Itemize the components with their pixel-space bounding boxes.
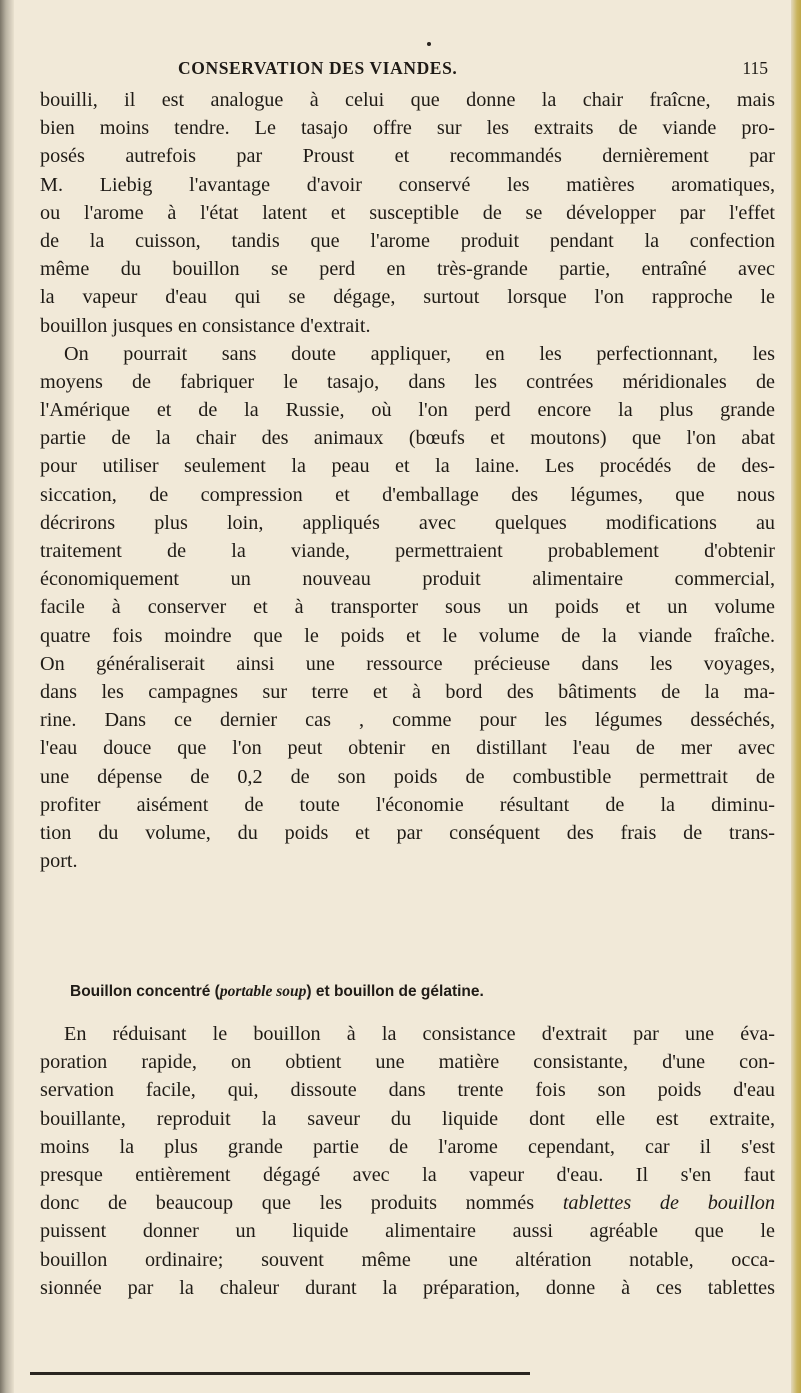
- text-line: facile à conserver et à transporter sous un poids et un volume: [40, 596, 775, 619]
- binding-gutter: [0, 0, 14, 1393]
- text-line: sionnée par la chaleur durant la préparation, donne à ces tablettes: [40, 1276, 775, 1299]
- text-line: quatre fois moindre que le poids et le volume de la viande fraîche.: [40, 624, 775, 647]
- text-line: puissent donner un liquide alimentaire aussi agréable que le: [40, 1220, 775, 1243]
- text-line: posés autrefois par Proust et recommandés dernièrement par: [40, 145, 775, 168]
- text-line: M. Liebig l'avantage d'avoir conservé les matières aromatiques,: [40, 173, 775, 196]
- text-line: bien moins tendre. Le tasajo offre sur les extraits de viande pro-: [40, 117, 775, 140]
- section-heading: [70, 978, 770, 1006]
- text-line: profiter aisément de toute l'économie résultant de la diminu-: [40, 793, 775, 816]
- text-line: partie de la chair des animaux (bœufs et moutons) que l'on abat: [40, 427, 775, 450]
- page-number: 115: [742, 58, 768, 78]
- italic-term: tablettes de bouillon: [562, 1192, 775, 1215]
- text-line: bouillon jusques en consistance d'extrait.: [40, 314, 371, 337]
- text-line: En réduisant le bouillon à la consistance d'extrait par une éva-: [64, 1023, 775, 1045]
- text-line: [40, 1189, 775, 1217]
- text-line: moins la plus grande partie de l'arome cependant, car il s'est: [40, 1135, 775, 1158]
- text-line: moyens de fabriquer le tasajo, dans les contrées méridionales de: [40, 370, 775, 393]
- text-line: poration rapide, on obtient une matière consistante, d'une con-: [40, 1051, 775, 1074]
- text-line: bouillon ordinaire; souvent même une altération notable, occa-: [40, 1248, 775, 1271]
- text-line: même du bouillon se perd en très-grande partie, entraîné avec: [40, 258, 775, 281]
- page-edge: [791, 0, 801, 1393]
- text-line: traitement de la viande, permettraient probablement d'obtenir: [40, 540, 775, 562]
- text-line: une dépense de 0,2 de son poids de combustible permettrait de: [40, 765, 775, 788]
- text-span: donc de beaucoup que les produits nommés: [40, 1192, 535, 1215]
- text-line: bouillante, reproduit la saveur du liquide dont elle est extraite,: [40, 1107, 775, 1130]
- text-line: bouilli, il est analogue à celui que donne la chair fraîcne, mais: [40, 89, 775, 111]
- text-line: économiquement un nouveau produit alimentaire commercial,: [40, 568, 775, 591]
- main-text: [40, 1020, 775, 1302]
- running-title: CONSERVATION DES VIANDES.: [178, 58, 458, 78]
- main-text: [40, 86, 775, 875]
- text-line: pour utiliser seulement la peau et la laine. Les procédés de des-: [40, 455, 775, 478]
- text-line: l'Amérique et de la Russie, où l'on perd encore la plus grande: [40, 399, 775, 422]
- text-line: servation facile, qui, dissoute dans trente fois son poids d'eau: [40, 1079, 775, 1102]
- bottom-rule: [30, 1372, 530, 1375]
- text-line: tion du volume, du poids et par conséquent des frais de trans-: [40, 821, 775, 844]
- ink-dot: [427, 42, 431, 46]
- text-line: décrirons plus loin, appliqués avec quelques modifications au: [40, 511, 775, 534]
- text-line: l'eau douce que l'on peut obtenir en distillant l'eau de mer avec: [40, 737, 775, 760]
- text-line: On pourrait sans doute appliquer, en les perfectionnant, les: [64, 342, 775, 365]
- heading-text: ) et bouillon de gélatine.: [306, 983, 484, 1000]
- text-line: siccation, de compression et d'emballage des légumes, que nous: [40, 483, 775, 506]
- text-line: la vapeur d'eau qui se dégage, surtout lorsque l'on rapproche le: [40, 286, 775, 309]
- text-line: port.: [40, 850, 78, 873]
- text-line: de la cuisson, tandis que l'arome produit pendant la confection: [40, 229, 775, 252]
- heading-italic: portable soup: [219, 983, 307, 1000]
- running-head: [40, 58, 800, 84]
- text-line: rine. Dans ce dernier cas , comme pour les légumes desséchés,: [40, 709, 775, 732]
- text-line: ou l'arome à l'état latent et susceptible de se développer par l'effet: [40, 201, 775, 224]
- text-line: presque entièrement dégagé avec la vapeur d'eau. Il s'en faut: [40, 1163, 775, 1186]
- text-line: On généraliserait ainsi une ressource précieuse dans les voyages,: [40, 652, 775, 675]
- heading-text: Bouillon concentré (: [70, 983, 220, 1000]
- text-line: dans les campagnes sur terre et à bord des bâtiments de la ma-: [40, 680, 775, 703]
